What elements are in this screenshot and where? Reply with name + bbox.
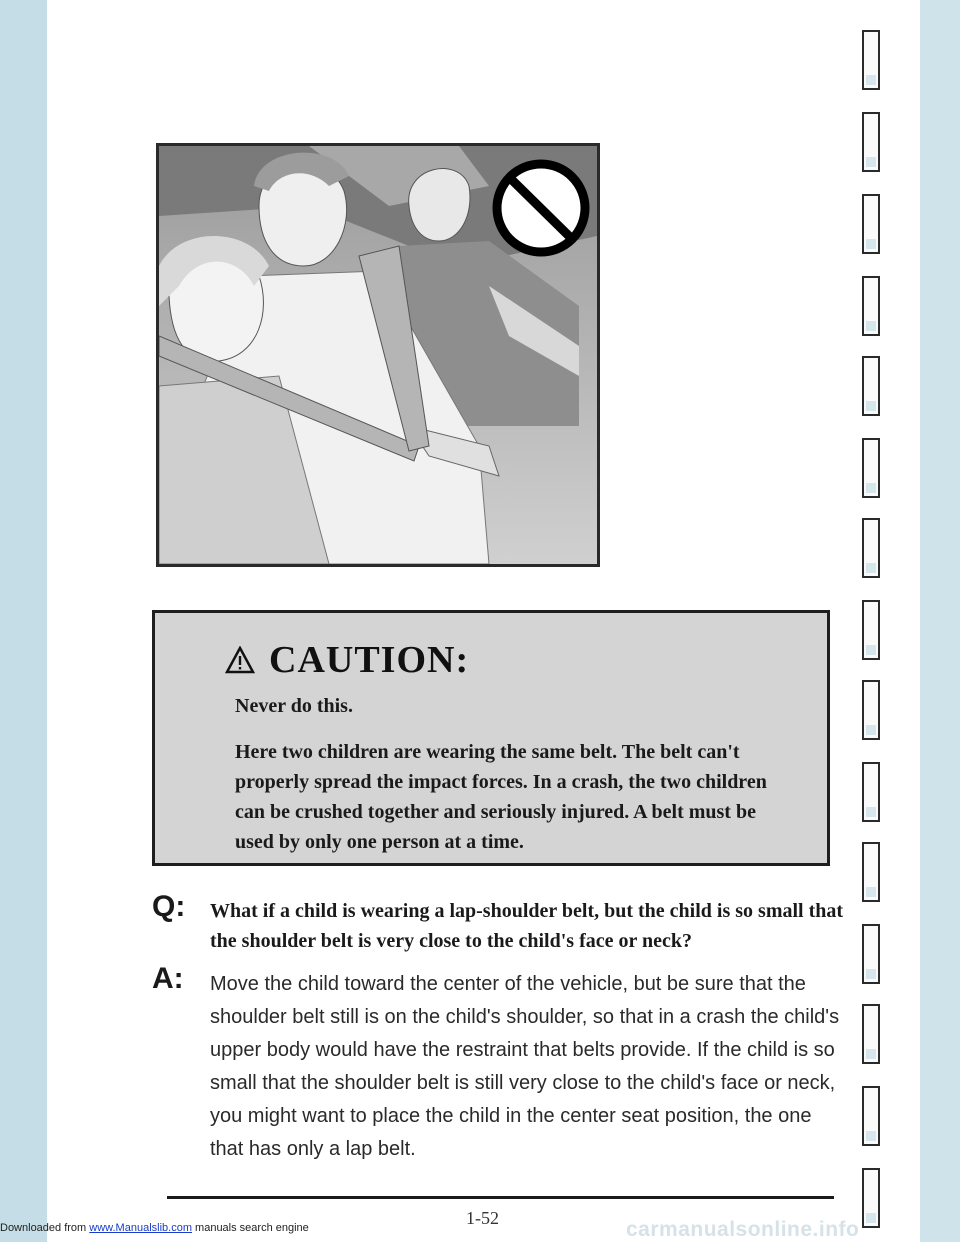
right-margin-strip [920, 0, 960, 1242]
section-tab [862, 1004, 880, 1064]
prohibition-icon [497, 164, 585, 252]
page-number: 1-52 [466, 1208, 499, 1228]
section-tab [862, 276, 880, 336]
caution-line-2: Here two children are wearing the same belt. The belt can't properly spread the impact forces. In a crash, the two children can be crushed together and seriously injured. A belt must be used by only one person at a time. [235, 741, 767, 853]
section-tab [862, 356, 880, 416]
section-tab [862, 30, 880, 90]
answer-text: Move the child toward the center of the vehicle, but be sure that the shoulder belt still is on the child's shoulder, so that in a crash the child's upper body would have the restraint that belts provide. If the child is so small that the shoulder belt is still very close to the child's face or neck, you might want to place the child in the center seat position, the one that has only a lap belt. [210, 973, 840, 1160]
section-tab [862, 194, 880, 254]
section-tab [862, 762, 880, 822]
manualslib-link[interactable]: www.Manualslib.com [89, 1222, 192, 1234]
footer-rule [167, 1196, 834, 1199]
section-tab [862, 600, 880, 660]
section-tab [862, 1168, 880, 1228]
section-tabs [852, 0, 912, 1242]
section-tab [862, 1086, 880, 1146]
left-margin-strip [0, 0, 47, 1242]
section-tab [862, 924, 880, 984]
caution-title: CAUTION: [269, 639, 470, 681]
section-tab [862, 842, 880, 902]
children-sharing-belt-illustration [156, 143, 600, 567]
caution-box [152, 610, 830, 866]
section-tab [862, 518, 880, 578]
caution-heading [225, 633, 469, 687]
question-text: What if a child is wearing a lap-shoulder belt, but the child is so small that the shoulder belt is very close to the child's face or neck? [210, 900, 844, 952]
warning-triangle-icon [225, 646, 255, 674]
download-note [0, 1222, 309, 1234]
section-tab [862, 438, 880, 498]
watermark: carmanualsonline.info [626, 1218, 860, 1241]
section-tab [862, 112, 880, 172]
download-suffix: manuals search engine [191, 1222, 309, 1234]
illustration-drawing [159, 146, 597, 564]
caution-line-1: Never do this. [235, 695, 353, 717]
section-tab [862, 680, 880, 740]
answer-label: A: [152, 962, 184, 995]
download-prefix: Downloaded from [0, 1222, 90, 1234]
question-label: Q: [152, 890, 186, 923]
